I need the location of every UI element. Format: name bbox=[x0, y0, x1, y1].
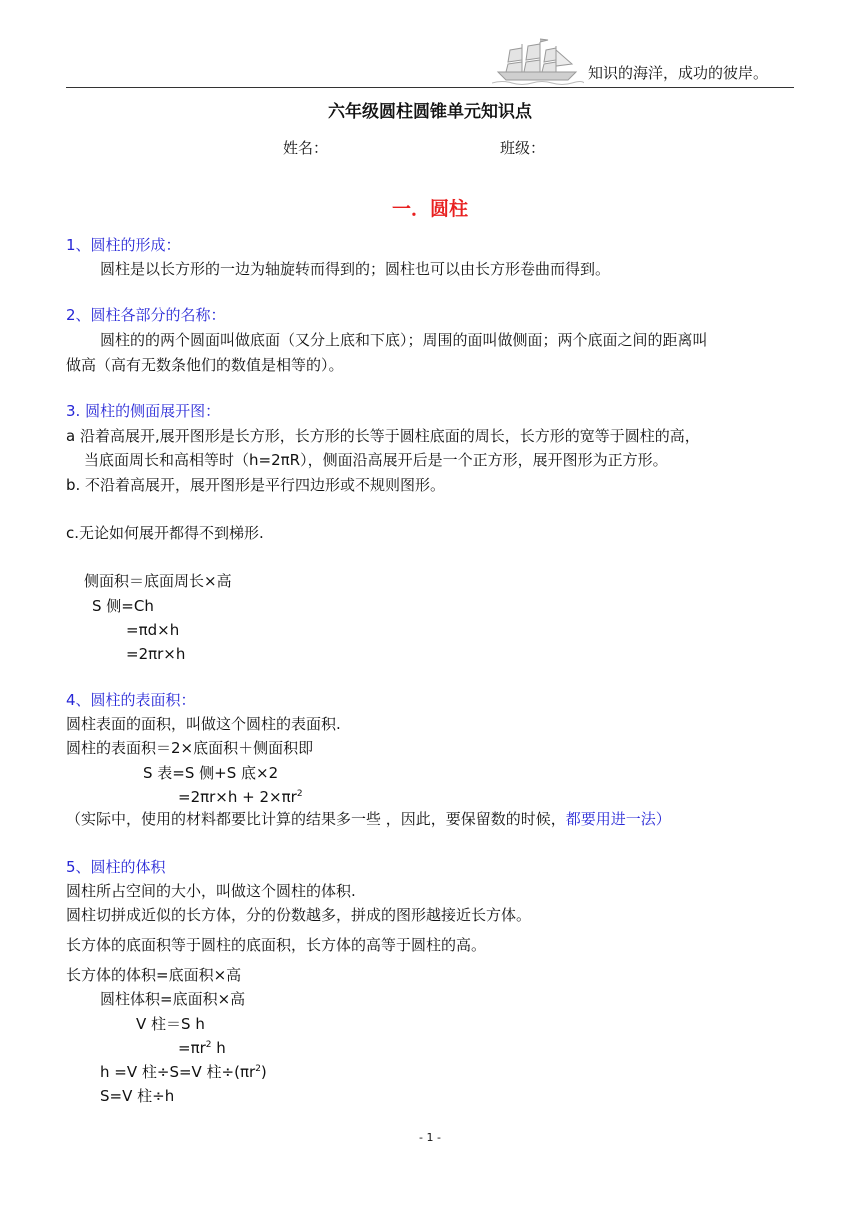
parts-text-line1: 圆柱的的两个圆面叫做底面（又分上底和下底）；周围的面叫做侧面；两个底面之间的距离叫 bbox=[100, 331, 708, 349]
formation-text: 圆柱是以长方形的一边为轴旋转而得到的；圆柱也可以由长方形卷曲而得到。 bbox=[100, 260, 611, 278]
heading-surface-area: 4、圆柱的表面积： bbox=[66, 691, 196, 709]
heading-formation: 1、圆柱的形成： bbox=[66, 236, 181, 254]
header-divider bbox=[66, 87, 794, 88]
sailing-ship-logo bbox=[492, 38, 584, 86]
volume-cut-text: 圆柱切拼成近似的长方体，分的份数越多，拼成的图形越接近长方体。 bbox=[66, 906, 532, 924]
cylinder-volume-formula: 圆柱体积=底面积×高 bbox=[100, 990, 246, 1008]
surface-area-formula: S 表=S 侧+S 底×2 bbox=[143, 764, 279, 782]
volume-formula-sh: V 柱＝S h bbox=[136, 1015, 205, 1033]
surface-area-definition: 圆柱表面的面积，叫做这个圆柱的表面积. bbox=[66, 715, 341, 733]
base-area-formula: S=V 柱÷h bbox=[100, 1087, 175, 1105]
cuboid-volume-formula: 长方体的体积=底面积×高 bbox=[66, 966, 242, 984]
page-title: 六年级圆柱圆锥单元知识点 bbox=[328, 102, 532, 122]
class-label: 班级： bbox=[500, 139, 546, 157]
surface-area-note: （实际中，使用的材料都要比计算的结果多一些 ，因此，要保留数的时候，都要用进一法） bbox=[66, 810, 671, 828]
lateral-formula-ch: S 侧=Ch bbox=[92, 597, 154, 615]
heading-lateral-net: 3. 圆柱的侧面展开图： bbox=[66, 402, 221, 420]
heading-volume: 5、圆柱的体积 bbox=[66, 858, 166, 876]
surface-area-expanded: $=2\pi r\times h + 2\times\pi r^2$ bbox=[178, 788, 303, 806]
heading-parts: 2、圆柱各部分的名称： bbox=[66, 306, 226, 324]
page-number: - 1 - bbox=[419, 1131, 441, 1144]
volume-definition: 圆柱所占空间的大小，叫做这个圆柱的体积. bbox=[66, 882, 356, 900]
net-item-c: c.无论如何展开都得不到梯形. bbox=[66, 524, 264, 542]
parts-text-line2: 做高（高有无数条他们的数值是相等的）。 bbox=[66, 356, 344, 374]
name-label: 姓名： bbox=[283, 139, 329, 157]
net-item-b: b. 不沿着高展开，展开图形是平行四边形或不规则图形。 bbox=[66, 476, 446, 494]
net-item-a-line1: a 沿着高展开,展开图形是长方形，长方形的长等于圆柱底面的周长，长方形的宽等于圆柱的高， bbox=[66, 427, 700, 445]
volume-formula-pir2h: $=\pi r^2$ h bbox=[178, 1039, 226, 1057]
header-slogan: 知识的海洋，成功的彼岸。 bbox=[588, 64, 769, 82]
lateral-formula-pid: =πd×h bbox=[126, 621, 180, 639]
surface-area-formula-text: 圆柱的表面积＝2×底面积＋侧面积即 bbox=[66, 739, 314, 757]
lateral-formula-2pir: =2πr×h bbox=[126, 645, 186, 663]
lateral-area-formula: 侧面积＝底面周长×高 bbox=[84, 572, 232, 590]
net-item-a-line2: 当底面周长和高相等时（h=2πR），侧面沿高展开后是一个正方形，展开图形为正方形。 bbox=[84, 451, 668, 469]
volume-base-text: 长方体的底面积等于圆柱的底面积，长方体的高等于圆柱的高。 bbox=[66, 936, 487, 954]
height-formula: h =V 柱÷S=V 柱$\div(\pi r^2)$ bbox=[100, 1063, 267, 1081]
section-title-cylinder: 一．圆柱 bbox=[391, 198, 468, 220]
